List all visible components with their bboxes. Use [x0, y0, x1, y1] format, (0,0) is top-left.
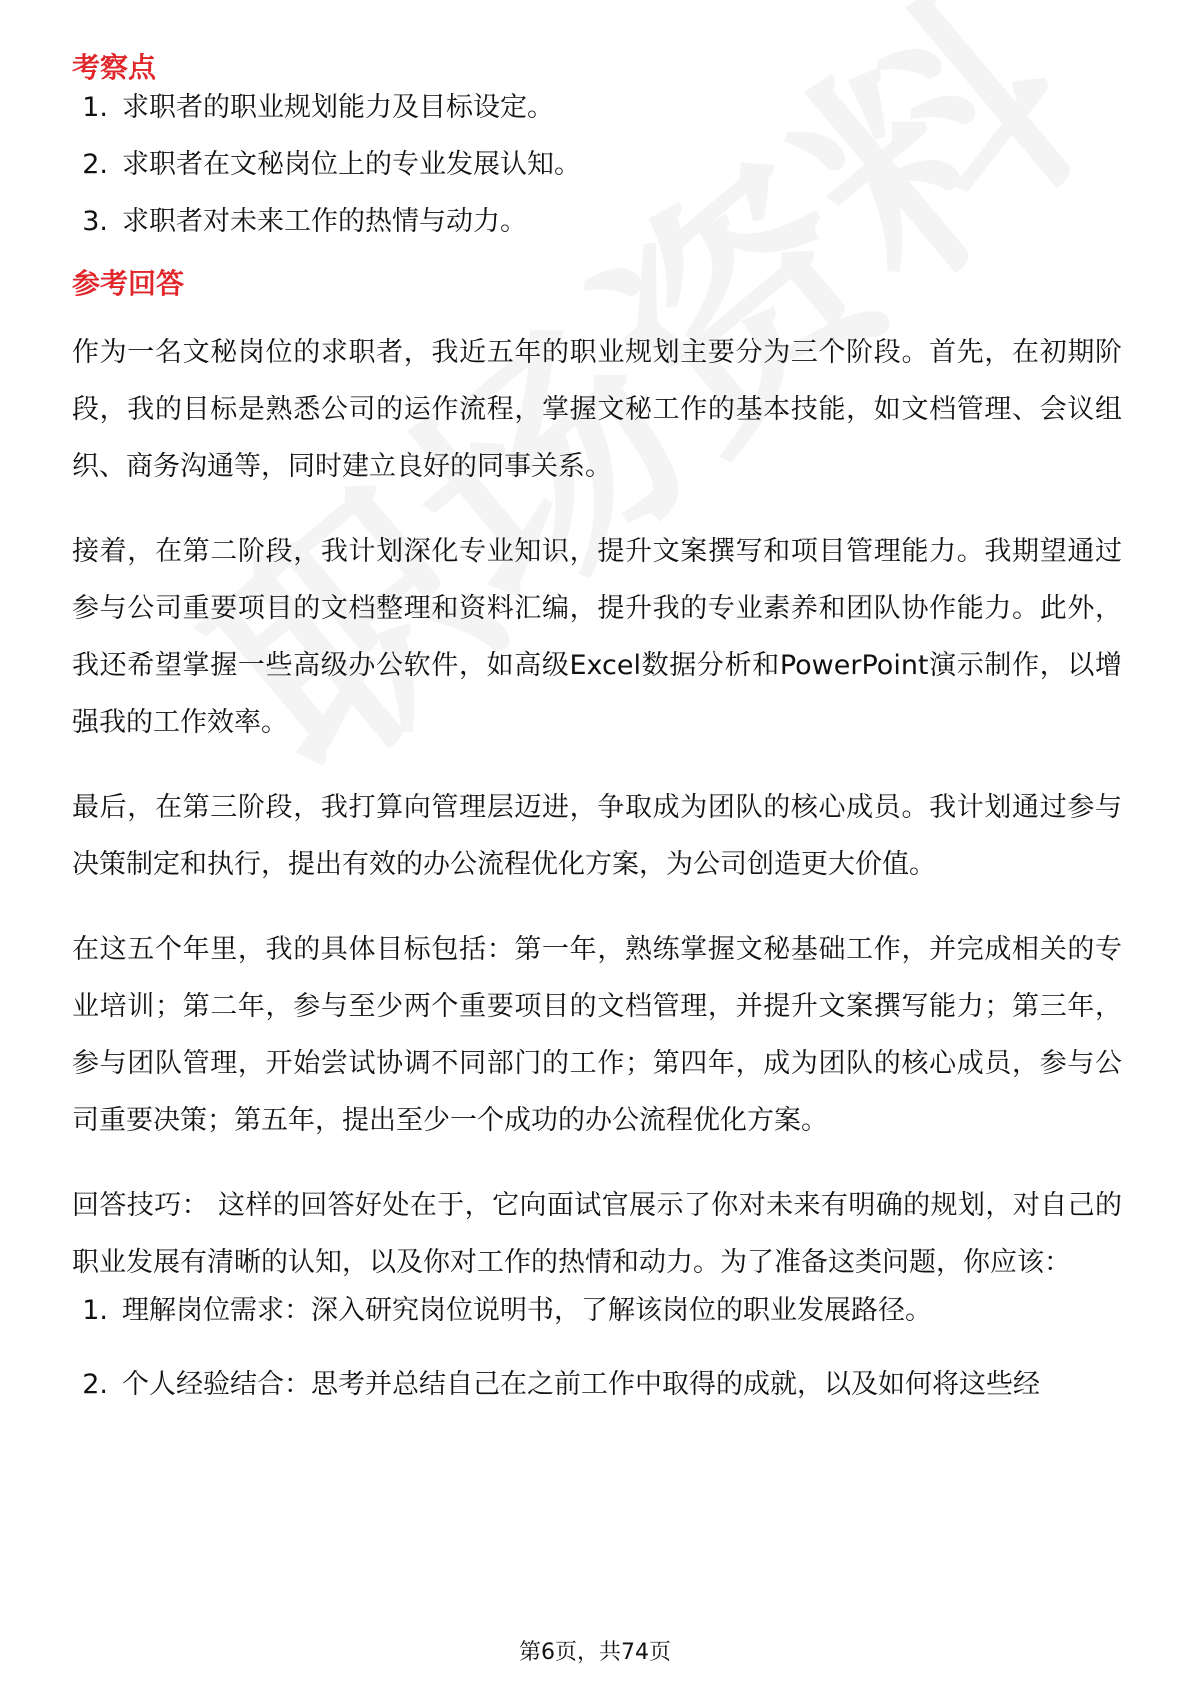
list-text: 求职者在文秘岗位上的专业发展认知。 — [122, 149, 581, 180]
tips-list — [72, 1291, 1122, 1405]
list-number: 2. — [82, 1369, 108, 1400]
list-text: 个人经验结合：思考并总结自己在之前工作中取得的成就，以及如何将这些经 — [122, 1369, 1040, 1400]
list-number: 1. — [82, 1295, 108, 1326]
answer-heading: 参考回答 — [72, 267, 185, 300]
list-number: 3. — [82, 206, 108, 237]
list-item — [72, 1291, 1122, 1331]
list-text: 理解岗位需求：深入研究岗位说明书，了解该岗位的职业发展路径。 — [122, 1295, 932, 1326]
list-text: 求职者的职业规划能力及目标设定。 — [122, 92, 554, 123]
focus-list — [72, 88, 1122, 242]
list-item — [72, 1365, 1122, 1405]
answer-paragraph-3: 最后，在第三阶段，我打算向管理层迈进，争取成为团队的核心成员。我计划通过参与决策制定和执行，提出有效的办公流程优化方案，为公司创造更大价值。 — [72, 792, 1122, 880]
document-body — [72, 48, 1122, 1439]
list-number: 1. — [82, 92, 108, 123]
list-number: 2. — [82, 149, 108, 180]
tips-paragraph: 回答技巧： 这样的回答好处在于，它向面试官展示了你对未来有明确的规划，对自己的职业发展有清晰的认知，以及你对工作的热情和动力。为了准备这类问题，你应该： — [72, 1190, 1122, 1278]
list-item — [72, 145, 1122, 185]
answer-paragraph-2: 接着，在第二阶段，我计划深化专业知识，提升文案撰写和项目管理能力。我期望通过参与公司重要项目的文档整理和资料汇编，提升我的专业素养和团队协作能力。此外，我还希望掌握一些高级办公软件，如高级Excel数据分析和PowerPoint演示制作，以增强我的工作效率。 — [72, 536, 1122, 738]
list-text: 求职者对未来工作的热情与动力。 — [122, 206, 527, 237]
list-item — [72, 88, 1122, 128]
page-number: 第6页，共74页 — [519, 1640, 671, 1665]
answer-paragraph-4: 在这五个年里，我的具体目标包括：第一年，熟练掌握文秘基础工作，并完成相关的专业培训；第二年，参与至少两个重要项目的文档管理，并提升文案撰写能力；第三年，参与团队管理，开始尝试协调不同部门的工作；第四年，成为团队的核心成员，参与公司重要决策；第五年，提出至少一个成功的办公流程优化方案。 — [72, 934, 1122, 1136]
list-item — [72, 202, 1122, 242]
answer-paragraph-1: 作为一名文秘岗位的求职者，我近五年的职业规划主要分为三个阶段。首先，在初期阶段，我的目标是熟悉公司的运作流程，掌握文秘工作的基本技能，如文档管理、会议组织、商务沟通等，同时建立良好的同事关系。 — [72, 337, 1122, 482]
focus-heading: 考察点 — [72, 51, 157, 84]
